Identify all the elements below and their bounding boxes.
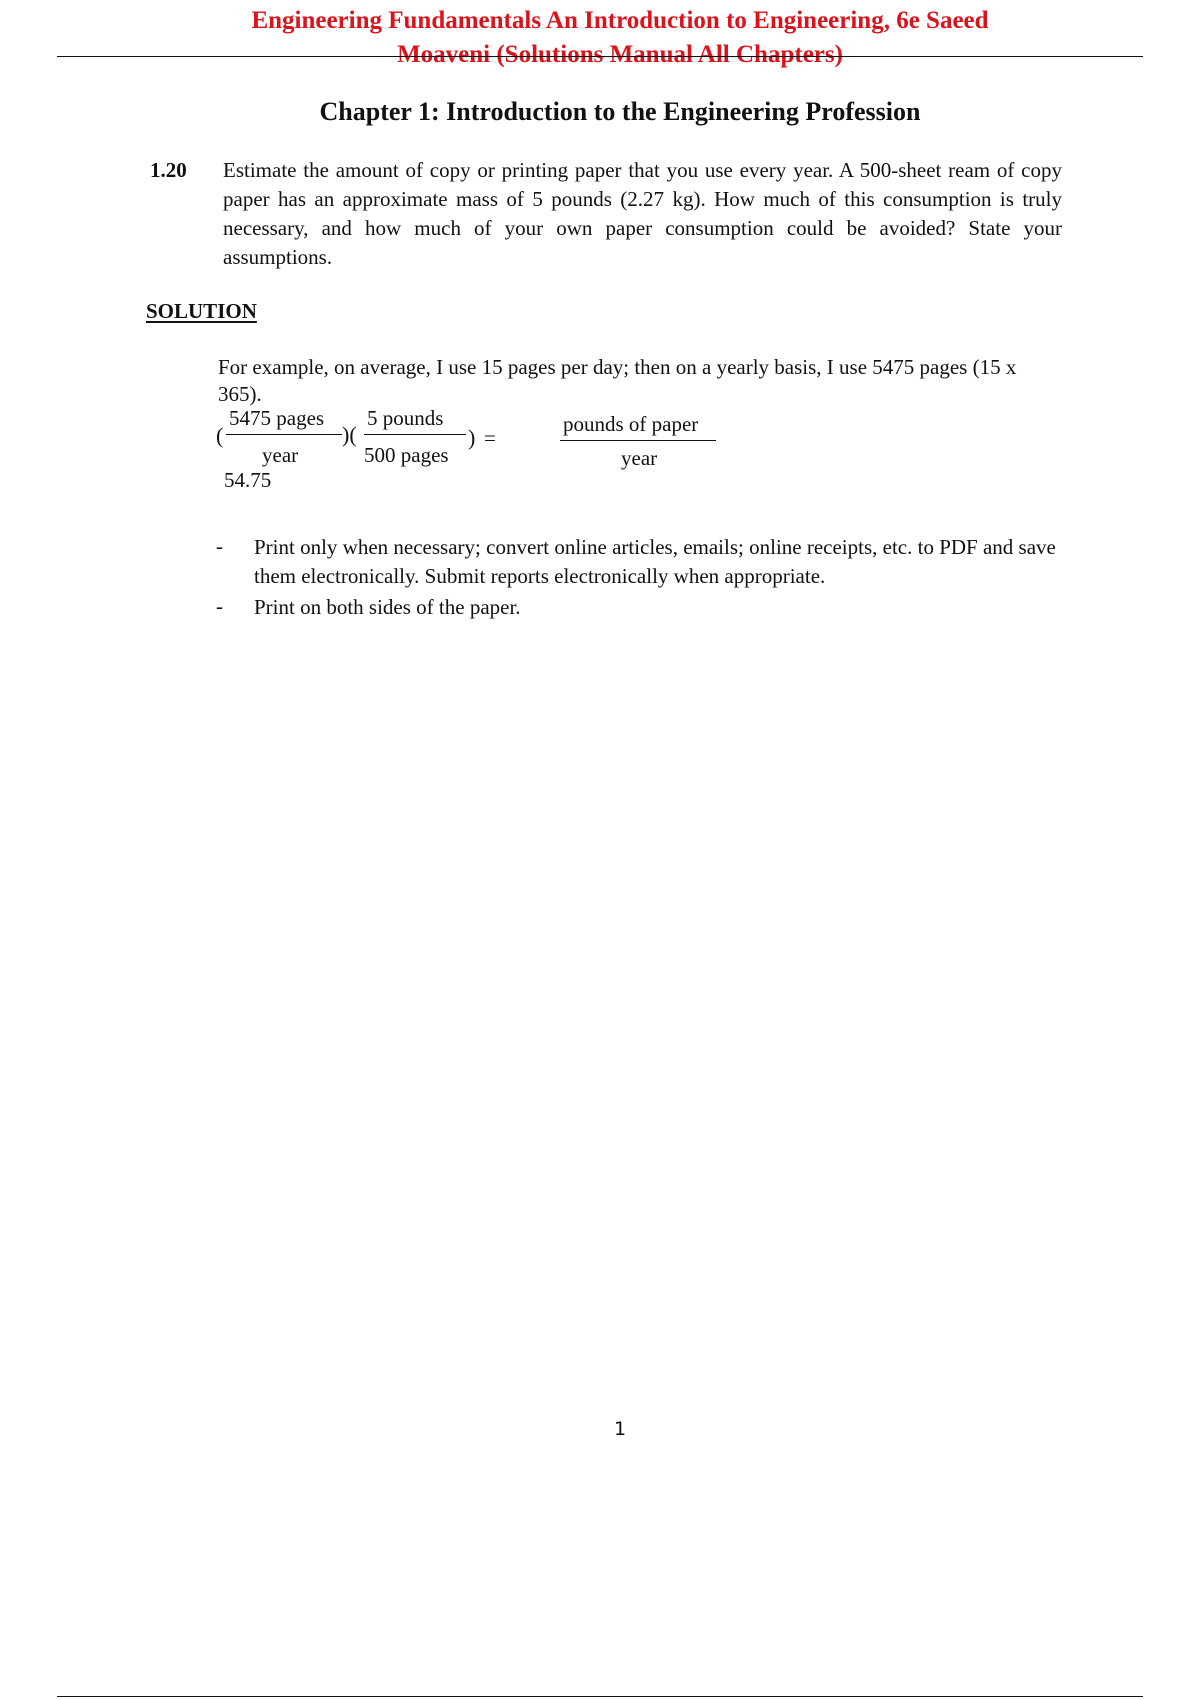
- formula-fraction-bar-3: [560, 440, 716, 441]
- bullet-dash: -: [216, 594, 223, 618]
- page-number: 1: [613, 1418, 627, 1440]
- solution-paragraph: For example, on average, I use 15 pages per day; then on a yearly basis, I use 5475 pages (15 x 365).: [218, 355, 1017, 406]
- solution-heading: SOLUTION: [146, 299, 257, 323]
- bullet-item: Print on both sides of the paper.: [254, 595, 521, 619]
- header-title-line-1: Engineering Fundamentals An Introduction to Engineering, 6e Saeed: [251, 7, 989, 34]
- formula-numerator-3: pounds of paper: [563, 412, 699, 436]
- paper-mass-formula: [216, 406, 736, 496]
- footer-rule: [57, 1696, 1143, 1697]
- formula-close-paren: ): [468, 425, 476, 450]
- formula-fraction-bar-2: [364, 434, 466, 435]
- formula-fraction-bar-1: [226, 434, 342, 435]
- problem-statement: Estimate the amount of copy or printing paper that you use every year. A 500-sheet ream of copy paper has an approximate mass of 5 pounds (2.27 kg). How much of this consumption is truly necessary, and how much of your own paper consumption could be avoided? State your assumptions.: [223, 158, 1062, 269]
- formula-equals-sign: =: [484, 426, 496, 450]
- formula-denominator-3: year: [621, 446, 658, 470]
- bullet-dash: -: [216, 534, 223, 558]
- header-title-line-2: Moaveni (Solutions Manual All Chapters): [397, 41, 843, 68]
- header-rule: [57, 56, 1143, 57]
- document-header-title: [0, 4, 1200, 72]
- formula-middle-parens: )(: [342, 422, 357, 447]
- formula-denominator-2: 500 pages: [364, 443, 449, 467]
- formula-numerator-1: 5475 pages: [229, 406, 325, 430]
- bullet-item: Print only when necessary; convert online articles, emails; online receipts, etc. to PDF and save them electronically. Submit reports electronically when appropriate.: [254, 535, 1056, 588]
- formula-numerator-2: 5 pounds: [367, 406, 444, 430]
- formula-open-paren: (: [216, 423, 224, 448]
- formula-denominator-1: year: [262, 443, 299, 467]
- chapter-title: Chapter 1: Introduction to the Engineering Profession: [319, 97, 921, 126]
- formula-result-value: 54.75: [224, 468, 272, 492]
- problem-number: 1.20: [150, 158, 187, 182]
